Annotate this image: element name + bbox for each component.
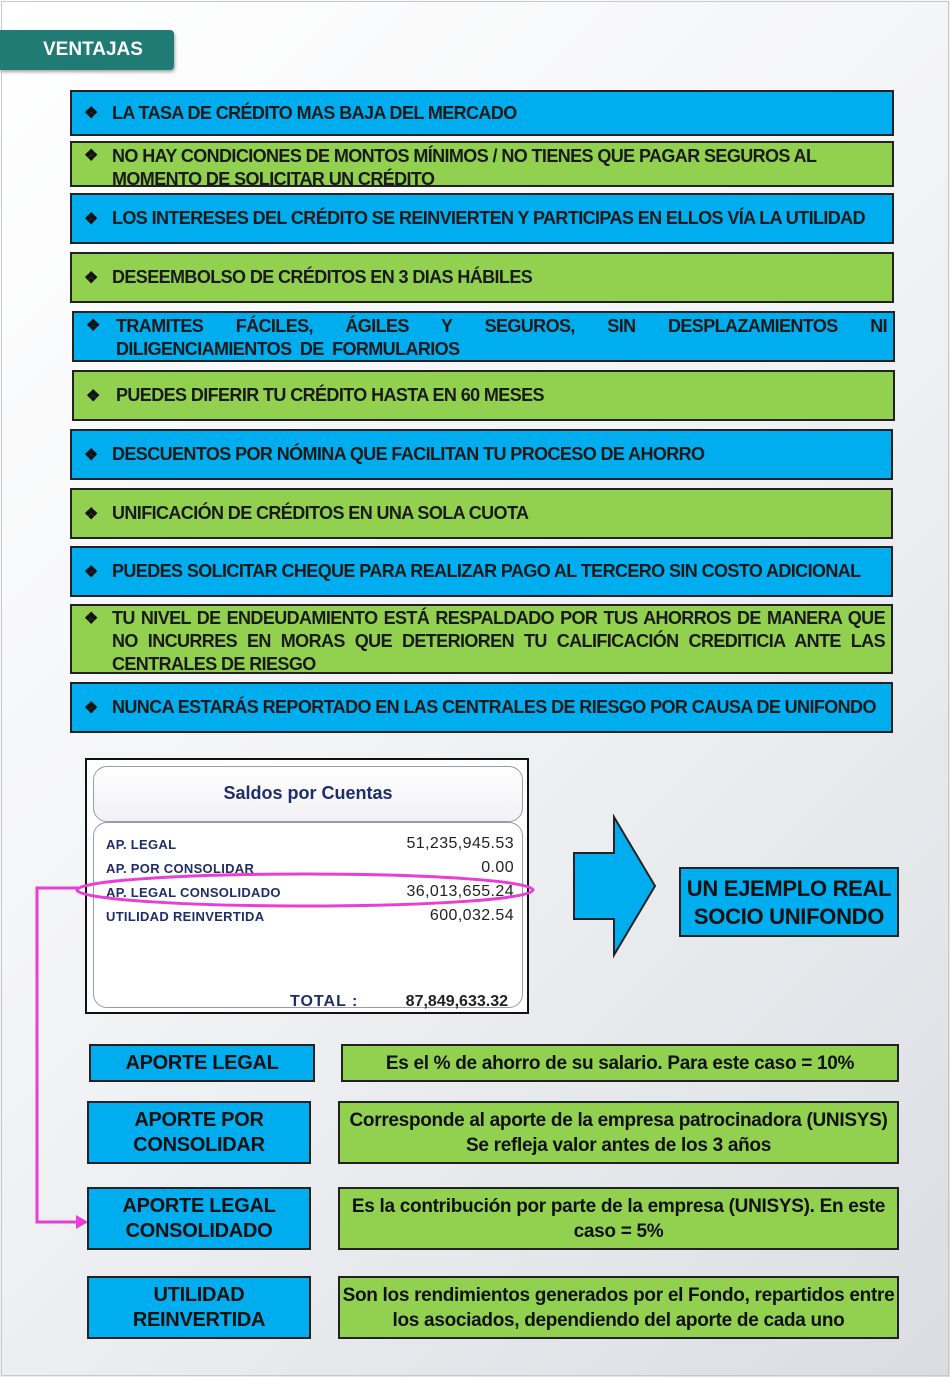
definition-text-line1: Son los rendimientos generados por el Fondo, repartidos entre — [342, 1284, 895, 1306]
balance-label: AP. POR CONSOLIDAR — [106, 861, 255, 876]
diamond-bullet-icon: ❖ — [86, 387, 100, 405]
term-label-line1: APORTE POR — [134, 1108, 264, 1131]
definition-text-line2: los asociados, dependiendo del aporte de cada uno — [392, 1309, 845, 1331]
term-aporte-legal-consolidado — [87, 1187, 311, 1250]
section-tab-label: VENTAJAS — [43, 39, 143, 60]
term-label-line1: UTILIDAD — [153, 1283, 245, 1306]
term-utilidad-reinvertida — [87, 1276, 311, 1339]
definition-text-line1: Es la contribución por parte de la empresa (UNISYS). En este — [351, 1195, 886, 1217]
advantage-text: UNIFICACIÓN DE CRÉDITOS EN UNA SOLA CUOTA — [112, 503, 529, 523]
real-example-box — [679, 867, 899, 937]
definition-text-line2: caso = 5% — [573, 1220, 664, 1242]
diamond-bullet-icon: ❖ — [84, 505, 98, 523]
balance-value: 51,235,945.53 — [406, 835, 514, 852]
connector-line — [37, 888, 80, 1222]
diamond-bullet-icon: ❖ — [84, 105, 98, 122]
advantage-text: DESEEMBOLSO DE CRÉDITOS EN 3 DIAS HÁBILES — [112, 267, 533, 287]
advantage-text: NUNCA ESTARÁS REPORTADO EN LAS CENTRALES DE RIESGO POR CAUSA DE UNIFONDO — [112, 697, 876, 717]
balance-value: 36,013,655.24 — [406, 883, 514, 900]
definition-utilidad-reinvertida — [338, 1276, 899, 1339]
definition-text-line1: Corresponde al aporte de la empresa patrocinadora (UNISYS) — [349, 1109, 888, 1131]
real-example-line2: SOCIO UNIFONDO — [693, 904, 885, 929]
balance-label: AP. LEGAL — [106, 837, 177, 852]
advantage-text: NO HAY CONDICIONES DE MONTOS MÍNIMOS / NO TIENES QUE PAGAR SEGUROS AL MOMENTO DE SOLICITAR UN CRÉDITO — [112, 146, 817, 189]
term-label-line1: APORTE LEGAL — [122, 1194, 276, 1217]
balance-value: 0.00 — [481, 859, 514, 876]
definition-aporte-legal-consolidado — [338, 1187, 899, 1250]
advantage-text: LA TASA DE CRÉDITO MAS BAJA DEL MERCADO — [112, 102, 517, 123]
definition-text-line2: Se refleja valor antes de los 3 años — [466, 1134, 771, 1156]
definition-aporte-legal — [341, 1044, 899, 1082]
balances-title: Saldos por Cuentas — [223, 783, 393, 803]
definition-aporte-por-consolidar — [338, 1101, 899, 1164]
definition-text: Es el % de ahorro de su salario. Para este caso = 10% — [385, 1052, 855, 1074]
term-label: APORTE LEGAL — [125, 1051, 279, 1074]
diamond-bullet-icon: ❖ — [86, 317, 100, 335]
diamond-bullet-icon: ❖ — [84, 610, 98, 628]
total-label: TOTAL : — [290, 993, 359, 1010]
balance-label: AP. LEGAL CONSOLIDADO — [106, 885, 281, 900]
advantage-text: TU NIVEL DE ENDEUDAMIENTO ESTÁ RESPALDADO POR TUS AHORROS DE MANERA QUE NO INCURRES EN MORAS QUE DETERIOREN TU CALIFICACIÓN CREDITICIA ANTE LAS CENTRALES DE RIESGO — [112, 608, 885, 674]
advantage-text: TRAMITES FÁCILES, ÁGILES Y SEGUROS, SIN DESPLAZAMIENTOS NI DILIGENCIAMIENTOS DE FORMULARIOS — [116, 316, 887, 359]
advantage-text: PUEDES SOLICITAR CHEQUE PARA REALIZAR PAGO AL TERCERO SIN COSTO ADICIONAL — [112, 561, 861, 581]
term-aporte-legal — [89, 1044, 315, 1082]
advantage-text: LOS INTERESES DEL CRÉDITO SE REINVIERTEN Y PARTICIPAS EN ELLOS VÍA LA UTILIDAD — [112, 208, 865, 228]
term-label-line2: CONSOLIDAR — [133, 1133, 265, 1156]
advantage-text: DESCUENTOS POR NÓMINA QUE FACILITAN TU PROCESO DE AHORRO — [112, 444, 705, 464]
diamond-bullet-icon: ❖ — [84, 699, 98, 717]
term-label-line2: REINVERTIDA — [132, 1308, 266, 1331]
term-label-line2: CONSOLIDADO — [125, 1219, 273, 1242]
highlight-ellipse — [77, 874, 533, 906]
diamond-bullet-icon: ❖ — [84, 147, 98, 165]
real-example-line1: UN EJEMPLO REAL — [686, 876, 892, 901]
term-aporte-por-consolidar — [87, 1101, 311, 1164]
right-arrow-icon — [574, 817, 655, 955]
balance-value: 600,032.54 — [429, 907, 514, 924]
total-value: 87,849,633.32 — [405, 993, 508, 1010]
diamond-bullet-icon: ❖ — [84, 563, 98, 581]
balance-label: UTILIDAD REINVERTIDA — [106, 909, 265, 924]
diamond-bullet-icon: ❖ — [84, 446, 98, 464]
advantage-text: PUEDES DIFERIR TU CRÉDITO HASTA EN 60 MESES — [116, 385, 544, 405]
diamond-bullet-icon: ❖ — [84, 210, 98, 228]
diamond-bullet-icon: ❖ — [84, 269, 98, 287]
